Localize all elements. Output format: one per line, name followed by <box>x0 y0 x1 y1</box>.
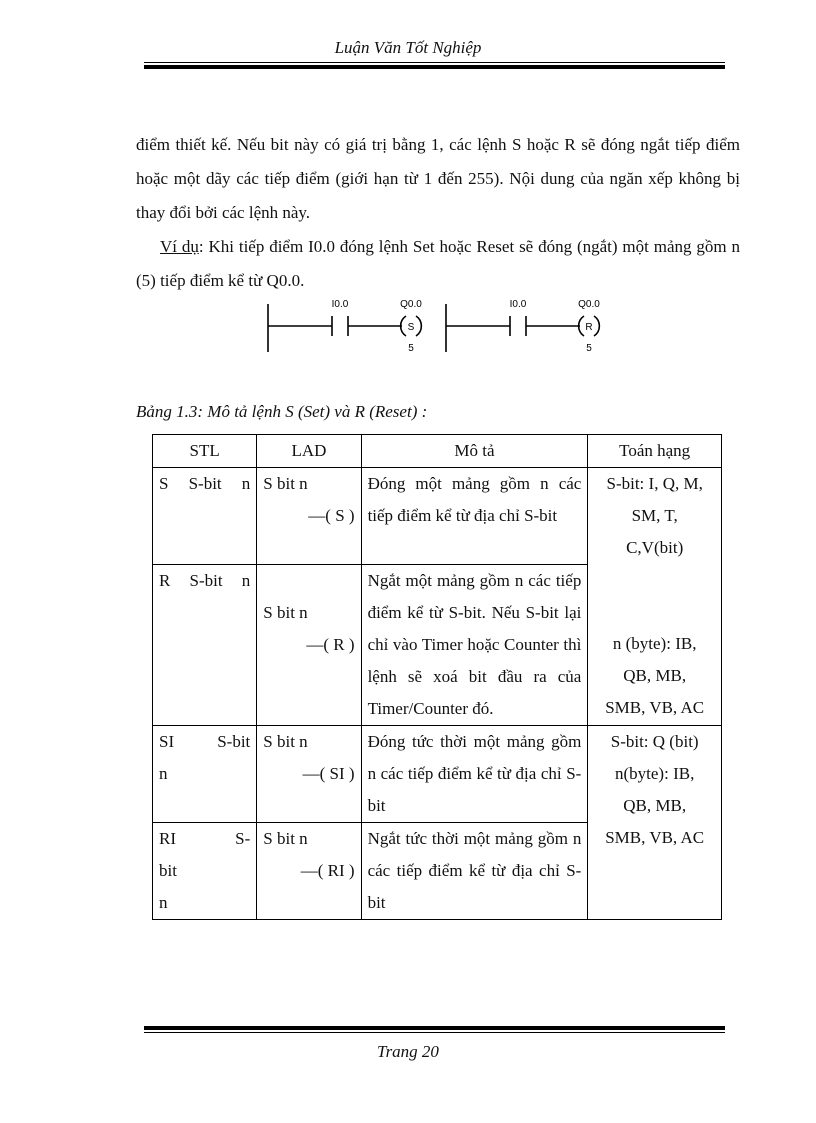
set-coil-label: Q0.0 <box>400 299 422 310</box>
description-cell: Đóng một mảng gồm n các tiếp điểm kể từ địa chỉ S-bit <box>361 468 588 565</box>
coil-set-right-arc <box>416 316 421 336</box>
lad-cell: S bit n —( S ) <box>257 468 361 565</box>
table-header-row <box>153 435 722 468</box>
page-header-title: Luận Văn Tốt Nghiệp <box>334 38 482 57</box>
set-count: 5 <box>408 343 414 354</box>
footer-rule <box>144 1026 725 1033</box>
stl-cell: S S-bit n <box>153 468 257 565</box>
ladder-diagram <box>262 296 622 356</box>
lad-cell: S bit n —( RI ) <box>257 822 361 919</box>
set-contact-label: I0.0 <box>331 299 349 310</box>
stl-cell: R S-bit n <box>153 564 257 725</box>
operand-cell: SMB, VB, AC <box>588 822 722 919</box>
table-row <box>153 564 722 725</box>
operand-cell: S-bit: Q (bit) n(byte): IB, QB, MB, <box>588 725 722 822</box>
lad-cell: S bit n —( SI ) <box>257 725 361 822</box>
description-cell: Ngắt tức thời một mảng gồm n các tiếp điểm kể từ địa chỉ S-bit <box>361 822 588 919</box>
example-label: Ví dụ <box>160 237 199 256</box>
reset-coil-label: Q0.0 <box>578 299 600 310</box>
set-coil-letter: S <box>407 322 415 333</box>
reset-count: 5 <box>586 343 592 354</box>
header-description: Mô tả <box>361 435 588 468</box>
header-lad: LAD <box>257 435 361 468</box>
paragraph: điểm thiết kế. Nếu bit này có giá trị bằng 1, các lệnh S hoặc R sẽ đóng ngắt tiếp điểm hoặc một dãy các tiếp điểm (giới hạn từ 1 đến 255). Nội dung của ngăn xếp không bị thay đổi bởi các lệnh này. <box>136 135 740 222</box>
operand-cell: n (byte): IB, QB, MB, SMB, VB, AC <box>588 564 722 725</box>
header-operand: Toán hạng <box>588 435 722 468</box>
header-rule <box>144 62 725 69</box>
header-stl: STL <box>153 435 257 468</box>
description-cell: Đóng tức thời một mảng gồm n các tiếp điểm kể từ địa chỉ S-bit <box>361 725 588 822</box>
lad-cell: S bit n —( R ) <box>257 564 361 725</box>
table-row <box>153 822 722 919</box>
operand-cell: S-bit: I, Q, M, SM, T, C,V(bit) <box>588 468 722 565</box>
example-text: : Khi tiếp điểm I0.0 đóng lệnh Set hoặc Reset sẽ đóng (ngắt) một mảng gồm n (5) tiếp điểm kể từ Q0.0. <box>136 237 740 290</box>
table-caption: Bảng 1.3: Mô tả lệnh S (Set) và R (Reset) : <box>136 402 428 421</box>
reset-contact-label: I0.0 <box>509 299 527 310</box>
reset-coil-letter: R <box>585 322 593 333</box>
instruction-table <box>152 434 722 920</box>
table-row <box>153 725 722 822</box>
table-row <box>153 468 722 565</box>
stl-cell: SI S-bit n <box>153 725 257 822</box>
coil-reset-right-arc <box>594 316 599 336</box>
description-cell: Ngắt một mảng gồm n các tiếp điểm kể từ S-bit. Nếu S-bit lại chỉ vào Timer hoặc Counter thì lệnh sẽ xoá bit đầu ra của Timer/Counter đó. <box>361 564 588 725</box>
example-paragraph <box>136 230 740 298</box>
page-number: Trang 20 <box>377 1042 439 1061</box>
stl-cell: RI S-bit n <box>153 822 257 919</box>
body-text <box>136 128 740 298</box>
